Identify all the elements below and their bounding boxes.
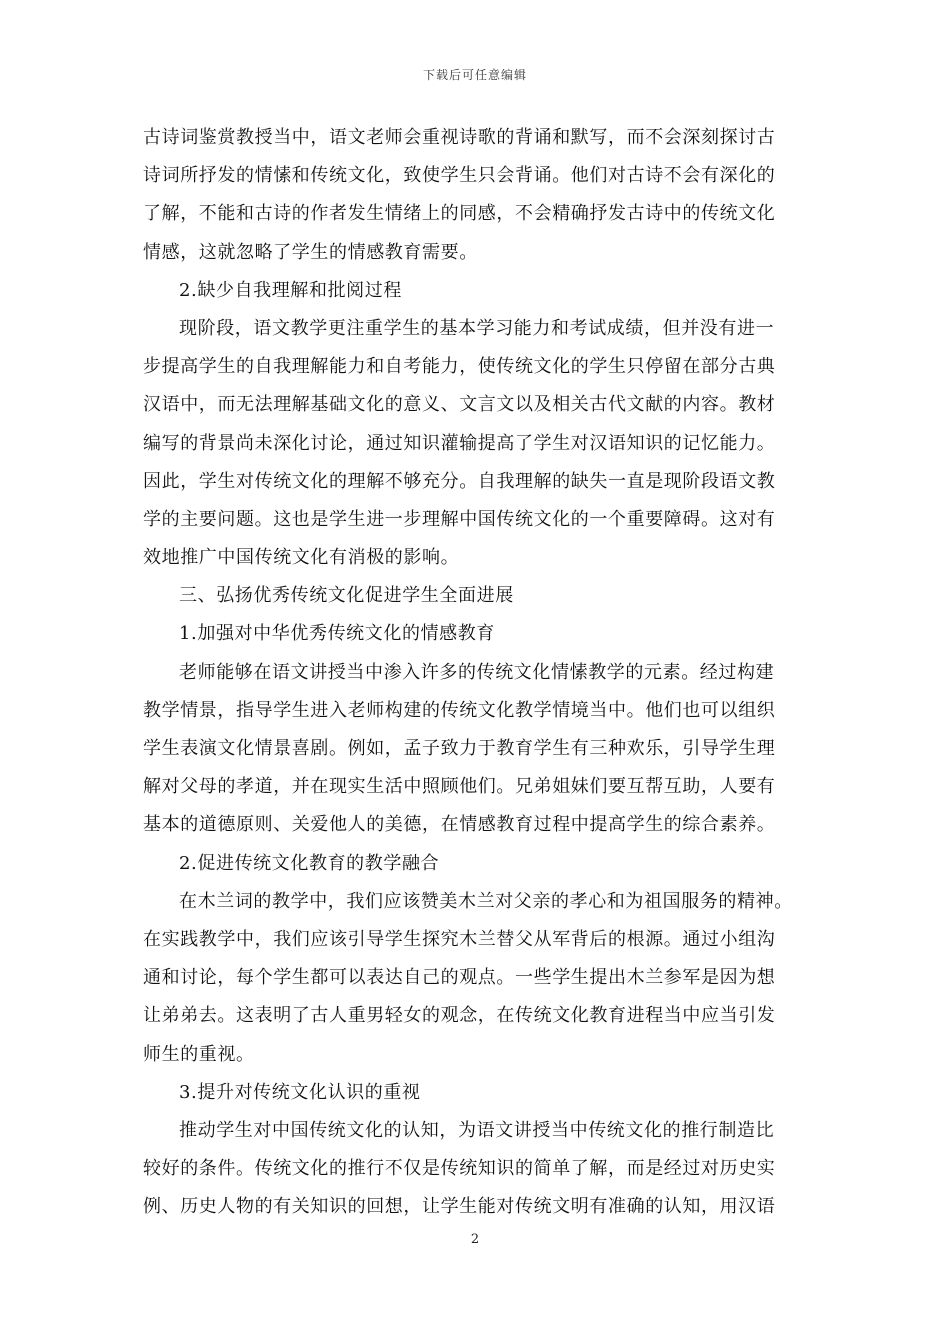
text-line: 诗词所抒发的情愫和传统文化，致使学生只会背诵。他们对古诗不会有深化的 xyxy=(143,165,776,187)
text-line: 情感，这就忽略了学生的情感教育需要。 xyxy=(143,241,478,263)
text-line: 在实践教学中，我们应该引导学生探究木兰替父从军背后的根源。通过小组沟 xyxy=(143,928,776,950)
text-line: 编写的背景尚未深化讨论，通过知识灌输提高了学生对汉语知识的记忆能力。 xyxy=(143,432,776,454)
text-line: 步提高学生的自我理解能力和自考能力，使传统文化的学生只停留在部分古典 xyxy=(143,356,776,378)
text-line: 师生的重视。 xyxy=(143,1043,255,1065)
text-line: 例、历史人物的有关知识的回想，让学生能对传统文明有准确的认知，用汉语 xyxy=(143,1196,776,1218)
text-line: 在木兰词的教学中，我们应该赞美木兰对父亲的孝心和为祖国服务的精神。 xyxy=(179,890,793,912)
text-line: 现阶段，语文教学更注重学生的基本学习能力和考试成绩，但并没有进一 xyxy=(179,317,775,339)
text-line: 通和讨论，每个学生都可以表达自己的观点。一些学生提出木兰参军是因为想 xyxy=(143,967,776,989)
body-text xyxy=(143,119,807,1226)
page-number: 2 xyxy=(470,1232,480,1247)
text-line: 效地推广中国传统文化有消极的影响。 xyxy=(143,547,460,569)
text-line: 古诗词鉴赏教授当中，语文老师会重视诗歌的背诵和默写，而不会深刻探讨古 xyxy=(143,127,776,148)
section-heading: 2.促进传统文化教育的教学融合 xyxy=(179,852,440,874)
section-heading: 2.缺少自我理解和批阅过程 xyxy=(179,279,402,301)
text-line: 汉语中，而无法理解基础文化的意义、文言文以及相关古代文献的内容。教材 xyxy=(143,394,776,416)
text-line: 因此，学生对传统文化的理解不够充分。自我理解的缺失一直是现阶段语文教 xyxy=(143,470,776,492)
section-heading: 3.提升对传统文化认识的重视 xyxy=(179,1081,421,1103)
text-line: 基本的道德原则、关爱他人的美德，在情感教育过程中提高学生的综合素养。 xyxy=(143,814,776,836)
text-line: 学生表演文化情景喜剧。例如，孟子致力于教育学生有三种欢乐，引导学生理 xyxy=(143,738,776,759)
text-line: 教学情景，指导学生进入老师构建的传统文化教学情境当中。他们也可以组织 xyxy=(143,699,776,721)
text-line: 学的主要问题。这也是学生进一步理解中国传统文化的一个重要障碍。这对有 xyxy=(143,508,776,530)
text-line: 推动学生对中国传统文化的认知，为语文讲授当中传统文化的推行制造比 xyxy=(179,1119,775,1141)
text-line: 解对父母的孝道，并在现实生活中照顾他们。兄弟姐妹们要互帮互助，人要有 xyxy=(143,776,776,798)
text-line: 了解，不能和古诗的作者发生情绪上的同感，不会精确抒发古诗中的传统文化 xyxy=(143,203,776,225)
section-heading: 三、弘扬优秀传统文化促进学生全面进展 xyxy=(179,585,514,607)
text-line: 老师能够在语文讲授当中渗入许多的传统文化情愫教学的元素。经过构建 xyxy=(179,661,775,683)
text-line: 较好的条件。传统文化的推行不仅是传统知识的简单了解，而是经过对历史实 xyxy=(143,1158,776,1180)
text-line: 让弟弟去。这表明了古人重男轻女的观念，在传统文化教育进程当中应当引发 xyxy=(143,1005,776,1027)
page-header: 下载后可任意编辑 xyxy=(422,68,527,82)
section-heading: 1.加强对中华优秀传统文化的情感教育 xyxy=(179,623,495,645)
